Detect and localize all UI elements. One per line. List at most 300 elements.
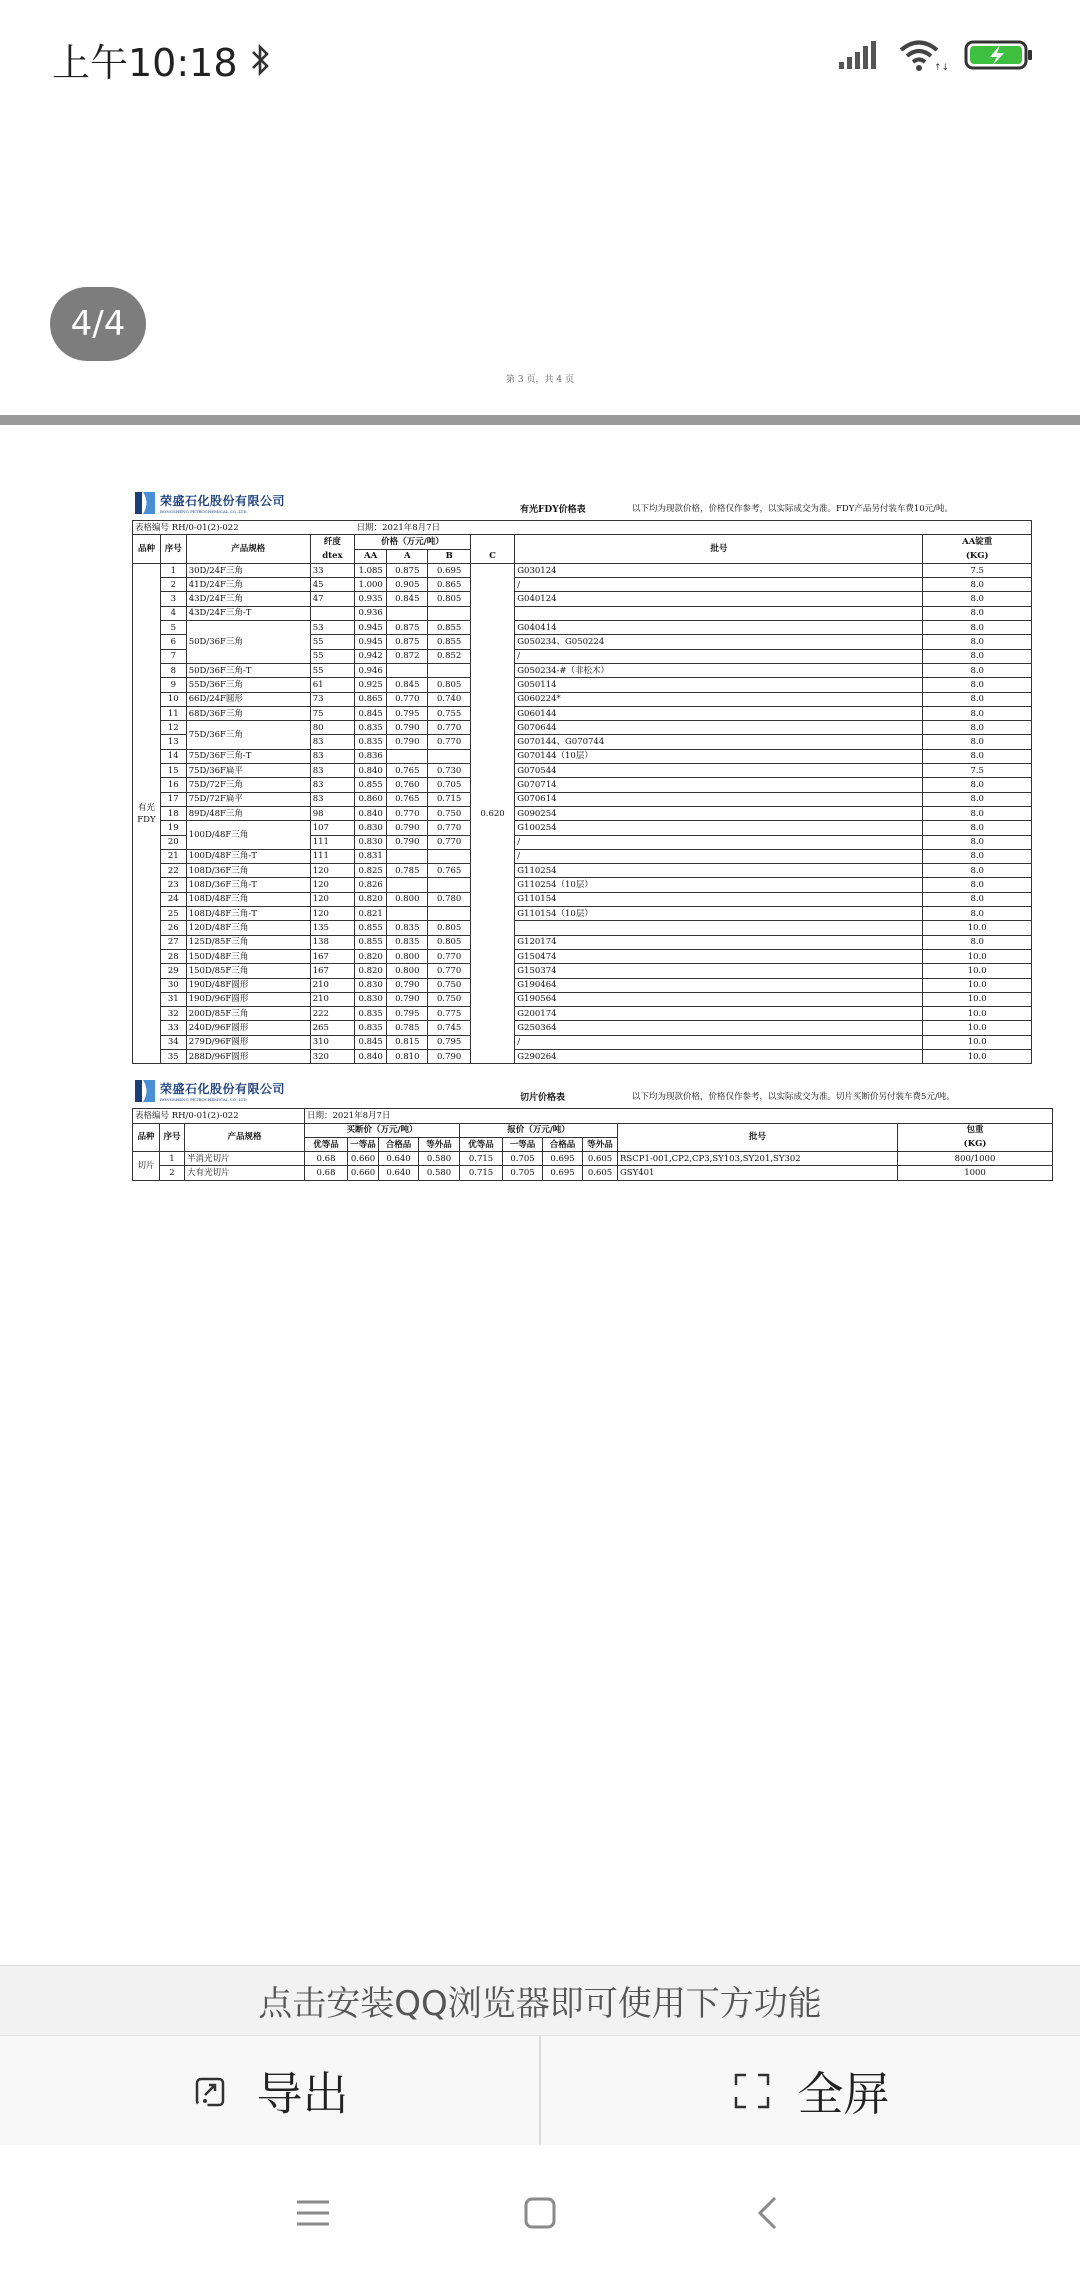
price-a-cell — [387, 663, 428, 677]
weight-cell: 8.0 — [923, 892, 1032, 906]
fdy-price-table: 表格编号 RH/0-01(2)-022 日期：2021年8月7日 品种 序号 产品规格 纤度 价格（万元/吨） 批号 AA锭重 dtex AA A B C (KG) 有光 FDY 1 30D/24F三角 33 1.085 0.875 0.695 0.620 G030124 7.5 2 41D/24F三角 45 1.000 0.905 0.865 / 8.0 3 43D/24F三角 47 0.935 0.845 0.805 G040124 8.0 4 43D/24F三角-T 0.936 8.0 5 50D/36F三角 53 0.945 0.875 0.855 G040414 8.0 6 55 0.945 0.875 0.855 G050234、G050224 8.0 7 55 0.942 0.872 0.852 / 8.0 8 50D/36F三角-T 55 0.946 G050234-#（非松木） 8.0 9 55D/36F三角 61 0.925 0.845 0.805 G050114 8.0 10 66D/24F圆形 73 0.865 0.770 0.740 G060224* 8.0 11 68D/36F三角 75 0.845 0.795 0.755 G060144 8.0 12 75D/36F三角 80 0.835 0.790 0.770 G070644 8.0 13 83 0.835 0.790 0.770 G070144、G070744 8.0 14 75D/36F三角-T 83 0.836 G070144（10层） 8.0 15 75D/36F扁平 83 0.840 0.765 0.730 G070544 7.5 16 75D/72F三角 83 0.855 0.760 0.705 G070714 8.0 17 75D/72F扁平 83 0.860 0.765 0.715 G070614 8.0 18 89D/48F三角 98 0.840 0.770 0.750 G090254 8.0 19 100D/48F三角 107 0.830 0.790 0.770 G100254 8.0 20 111 0.830 0.790 0.770 / 8.0 21 100D/48F三角-T 111 0.831 / 8.0 22 108D/36F三角 120 0.825 0.785 0.765 G110254 8.0 23 108D/36F三角-T 120 0.826 G110254（10层） 8.0 24 108D/48F三角 120 0.820 0.800 0.780 G110154 8.0 25 108D/48F三角-T 120 0.821 G110154（10层） 8.0 26 120D/48F三角 135 0.855 0.835 0.805 10.0 27 125D/85F三角 138 0.855 0.835 0.805 G120174 8.0 28 150D/48F三角 167 0.820 0.800 0.770 G150474 10.0 29 150D/85F三角 167 0.820 0.800 0.770 G150374 10.0 30 190D/48F圆形 210 0.830 0.790 0.750 G190464 10.0 31 190D/96F圆形 210 0.830 0.790 0.750 G190564 10.0 32 200D/85F三角 222 0.835 0.795 0.775 G200174 10.0 33 240D/96F圆形 265 0.835 0.785 0.745 G250364 10.0 34 279D/96F圆形 310 0.845 0.815 0.795 / 10.0 35 288D/96F圆形 320 0.840 0.810 0.790 G290264 10.0 — [132, 520, 1032, 1064]
spec-cell: 半消光切片 — [185, 1152, 305, 1166]
spec-cell: 大有光切片 — [185, 1166, 305, 1180]
document-page[interactable] — [0, 425, 1080, 1965]
seq-cell: 14 — [160, 749, 186, 763]
price-a-cell: 0.770 — [387, 692, 428, 706]
price-b-cell: 0.770 — [428, 735, 470, 749]
table-row — [133, 1166, 1053, 1180]
fineness-cell: 135 — [310, 921, 354, 935]
seq-cell: 33 — [160, 1021, 186, 1035]
weight-cell: 8.0 — [923, 749, 1032, 763]
weight-cell: 8.0 — [923, 621, 1032, 635]
seq-cell: 3 — [160, 592, 186, 606]
fullscreen-button[interactable] — [541, 2036, 1080, 2145]
status-icons — [838, 38, 1034, 72]
price-aa-cell: 0.840 — [355, 764, 387, 778]
spec-cell: 75D/72F三角 — [186, 778, 310, 792]
price-aa-cell: 0.925 — [355, 678, 387, 692]
back-button[interactable] — [737, 2183, 797, 2243]
weight-cell: 10.0 — [923, 949, 1032, 963]
seq-cell: 30 — [160, 978, 186, 992]
price-cell: 0.715 — [460, 1166, 503, 1180]
price-aa-cell: 0.946 — [355, 663, 387, 677]
batch-cell: G070144、G070744 — [515, 735, 923, 749]
spec-cell: 55D/36F三角 — [186, 678, 310, 692]
table-row — [133, 706, 1032, 720]
price-aa-cell: 0.826 — [355, 878, 387, 892]
price-b-cell: 0.770 — [428, 721, 470, 735]
page-indicator: 4/4 — [50, 287, 146, 361]
table-row — [133, 1021, 1032, 1035]
company-logo-icon — [134, 490, 156, 516]
price-cell: 0.68 — [305, 1166, 348, 1180]
weight-cell: 8.0 — [923, 878, 1032, 892]
seq-cell: 25 — [160, 907, 186, 921]
seq-cell: 6 — [160, 635, 186, 649]
weight-cell: 10.0 — [923, 1021, 1032, 1035]
weight-cell: 10.0 — [923, 978, 1032, 992]
seq-cell: 28 — [160, 949, 186, 963]
fineness-cell: 138 — [310, 935, 354, 949]
weight-cell: 8.0 — [923, 606, 1032, 620]
fineness-cell: 73 — [310, 692, 354, 706]
weight-cell: 8.0 — [923, 835, 1032, 849]
status-bar — [0, 0, 1080, 120]
spec-cell: 50D/36F三角-T — [186, 663, 310, 677]
price-aa-cell: 0.855 — [355, 921, 387, 935]
menu-button[interactable] — [283, 2183, 343, 2243]
status-time: 上午10:18 — [52, 32, 272, 87]
table-row — [133, 806, 1032, 820]
table-row — [133, 1049, 1032, 1063]
price-aa-cell: 0.935 — [355, 592, 387, 606]
price-aa-cell: 0.820 — [355, 892, 387, 906]
seq-cell: 9 — [160, 678, 186, 692]
fdy-date: 日期：2021年8月7日 — [355, 521, 1032, 535]
fdy-header — [132, 490, 1032, 520]
batch-cell: G110254（10层） — [515, 878, 923, 892]
spec-cell: 30D/24F三角 — [186, 563, 310, 577]
price-b-cell — [428, 749, 470, 763]
spec-cell: 150D/85F三角 — [186, 964, 310, 978]
weight-cell: 8.0 — [923, 735, 1032, 749]
system-navigation-bar — [0, 2145, 1080, 2280]
table-row — [133, 864, 1032, 878]
spec-cell: 150D/48F三角 — [186, 949, 310, 963]
fineness-cell: 33 — [310, 563, 354, 577]
seq-cell: 21 — [160, 849, 186, 863]
weight-cell: 8.0 — [923, 692, 1032, 706]
price-b-cell: 0.730 — [428, 764, 470, 778]
seq-cell: 19 — [160, 821, 186, 835]
table-row — [133, 778, 1032, 792]
weight-cell: 10.0 — [923, 1035, 1032, 1049]
fineness-cell: 265 — [310, 1021, 354, 1035]
fineness-cell: 47 — [310, 592, 354, 606]
variety-cell: 有光 FDY — [133, 563, 161, 1063]
weight-cell: 8.0 — [923, 578, 1032, 592]
price-a-cell: 0.765 — [387, 764, 428, 778]
batch-cell: G190464 — [515, 978, 923, 992]
batch-cell: G070644 — [515, 721, 923, 735]
weight-cell: 7.5 — [923, 563, 1032, 577]
price-b-cell: 0.855 — [428, 621, 470, 635]
table-row — [133, 964, 1032, 978]
battery-charging-icon — [964, 39, 1034, 71]
price-aa-cell: 0.830 — [355, 821, 387, 835]
batch-cell: G060224* — [515, 692, 923, 706]
seq-cell: 23 — [160, 878, 186, 892]
batch-cell: G070544 — [515, 764, 923, 778]
price-aa-cell: 0.820 — [355, 949, 387, 963]
signal-icon — [838, 40, 878, 70]
price-cell: 0.580 — [419, 1166, 460, 1180]
chip-table-body — [133, 1152, 1053, 1181]
fineness-cell: 120 — [310, 864, 354, 878]
price-b-cell: 0.770 — [428, 964, 470, 978]
fineness-cell: 107 — [310, 821, 354, 835]
price-cell: 0.660 — [348, 1166, 379, 1180]
seq-cell: 8 — [160, 663, 186, 677]
price-a-cell: 0.790 — [387, 992, 428, 1006]
spec-cell: 50D/36F三角 — [186, 621, 310, 664]
price-b-cell: 0.770 — [428, 835, 470, 849]
price-cell: 0.660 — [348, 1152, 379, 1166]
fineness-cell: 61 — [310, 678, 354, 692]
seq-cell: 29 — [160, 964, 186, 978]
price-b-cell — [428, 907, 470, 921]
chip-table-title: 切片价格表 — [520, 1093, 566, 1104]
fineness-cell: 53 — [310, 621, 354, 635]
batch-cell: G110154 — [515, 892, 923, 906]
price-aa-cell: 0.865 — [355, 692, 387, 706]
price-b-cell: 0.775 — [428, 1007, 470, 1021]
batch-cell: G290264 — [515, 1049, 923, 1063]
chip-form-number: 表格编号 RH/0-01(2)-022 — [133, 1109, 305, 1123]
batch-cell — [515, 921, 923, 935]
batch-cell: G040414 — [515, 621, 923, 635]
price-b-cell: 0.805 — [428, 678, 470, 692]
price-a-cell: 0.845 — [387, 678, 428, 692]
fineness-cell: 210 — [310, 992, 354, 1006]
price-a-cell: 0.790 — [387, 835, 428, 849]
fdy-price-note: 以下均为现款价格，价格仅作参考，以实际成交为准。FDY产品另付装车费10元/吨。 — [632, 504, 954, 514]
seq-cell: 10 — [160, 692, 186, 706]
price-aa-cell: 0.840 — [355, 1049, 387, 1063]
batch-cell: / — [515, 849, 923, 863]
fdy-table-title: 有光FDY价格表 — [520, 505, 586, 515]
weight-cell: 8.0 — [923, 907, 1032, 921]
batch-cell: G070144（10层） — [515, 749, 923, 763]
fineness-cell: 120 — [310, 878, 354, 892]
price-aa-cell: 0.835 — [355, 1021, 387, 1035]
table-row — [133, 578, 1032, 592]
table-row — [133, 1007, 1032, 1021]
fineness-cell: 83 — [310, 792, 354, 806]
company-name-en: RONGSHENG PETROCHEMICAL CO.,LTD. — [160, 1097, 248, 1103]
fineness-cell: 120 — [310, 892, 354, 906]
price-cell: 0.705 — [503, 1152, 543, 1166]
seq-cell: 18 — [160, 806, 186, 820]
weight-cell: 8.0 — [923, 706, 1032, 720]
export-button[interactable] — [0, 2036, 539, 2145]
fineness-cell: 45 — [310, 578, 354, 592]
price-aa-cell: 0.840 — [355, 806, 387, 820]
table-row — [133, 935, 1032, 949]
seq-cell: 2 — [160, 578, 186, 592]
table-row — [133, 678, 1032, 692]
seq-cell: 27 — [160, 935, 186, 949]
price-b-cell: 0.770 — [428, 821, 470, 835]
seq-cell: 7 — [160, 649, 186, 663]
price-a-cell: 0.785 — [387, 864, 428, 878]
batch-cell: G120174 — [515, 935, 923, 949]
weight-cell: 8.0 — [923, 635, 1032, 649]
price-a-cell: 0.790 — [387, 721, 428, 735]
weight-cell: 800/1000 — [898, 1152, 1053, 1166]
price-c-cell: 0.620 — [470, 563, 514, 1063]
fineness-cell: 55 — [310, 663, 354, 677]
weight-cell: 8.0 — [923, 792, 1032, 806]
weight-cell: 8.0 — [923, 806, 1032, 820]
company-logo-icon — [134, 1078, 156, 1104]
home-button[interactable] — [510, 2183, 570, 2243]
table-row — [133, 978, 1032, 992]
batch-cell: / — [515, 1035, 923, 1049]
price-a-cell: 0.770 — [387, 806, 428, 820]
menu-icon — [295, 2198, 331, 2228]
weight-cell: 10.0 — [923, 992, 1032, 1006]
table-row — [133, 1152, 1053, 1166]
price-b-cell — [428, 663, 470, 677]
table-row — [133, 563, 1032, 577]
price-b-cell: 0.790 — [428, 1049, 470, 1063]
fineness-cell: 111 — [310, 849, 354, 863]
spec-cell: 41D/24F三角 — [186, 578, 310, 592]
weight-cell: 8.0 — [923, 663, 1032, 677]
seq-cell: 16 — [160, 778, 186, 792]
spec-cell: 89D/48F三角 — [186, 806, 310, 820]
spec-cell: 190D/48F圆形 — [186, 978, 310, 992]
spec-cell: 75D/36F三角 — [186, 721, 310, 750]
price-aa-cell: 0.820 — [355, 964, 387, 978]
price-aa-cell: 0.821 — [355, 907, 387, 921]
company-logo-2 — [134, 1078, 285, 1104]
fineness-cell: 83 — [310, 735, 354, 749]
price-a-cell: 0.765 — [387, 792, 428, 806]
batch-cell: G190564 — [515, 992, 923, 1006]
batch-cell — [515, 606, 923, 620]
price-aa-cell: 0.936 — [355, 606, 387, 620]
seq-cell: 5 — [160, 621, 186, 635]
spec-cell: 66D/24F圆形 — [186, 692, 310, 706]
price-aa-cell: 0.942 — [355, 649, 387, 663]
price-aa-cell: 0.835 — [355, 735, 387, 749]
previous-page — [0, 120, 1080, 415]
table-row — [133, 606, 1032, 620]
price-a-cell: 0.872 — [387, 649, 428, 663]
table-row — [133, 692, 1032, 706]
page-divider — [0, 415, 1080, 425]
price-b-cell: 0.750 — [428, 992, 470, 1006]
wifi-icon — [898, 38, 950, 73]
table-row — [133, 792, 1032, 806]
price-aa-cell: 0.860 — [355, 792, 387, 806]
batch-cell: G050114 — [515, 678, 923, 692]
price-b-cell: 0.805 — [428, 592, 470, 606]
price-a-cell: 0.800 — [387, 949, 428, 963]
weight-cell: 8.0 — [923, 864, 1032, 878]
price-b-cell: 0.750 — [428, 978, 470, 992]
price-a-cell: 0.815 — [387, 1035, 428, 1049]
price-aa-cell: 0.945 — [355, 635, 387, 649]
table-row — [133, 892, 1032, 906]
batch-cell: G030124 — [515, 563, 923, 577]
price-a-cell: 0.845 — [387, 592, 428, 606]
batch-cell: G040124 — [515, 592, 923, 606]
spec-cell: 240D/96F圆形 — [186, 1021, 310, 1035]
price-b-cell: 0.755 — [428, 706, 470, 720]
fineness-cell: 222 — [310, 1007, 354, 1021]
previous-page-footer: 第 3 页，共 4 页 — [506, 375, 574, 385]
price-b-cell: 0.795 — [428, 1035, 470, 1049]
price-b-cell: 0.695 — [428, 563, 470, 577]
price-aa-cell: 1.000 — [355, 578, 387, 592]
price-aa-cell: 0.855 — [355, 935, 387, 949]
price-a-cell: 0.905 — [387, 578, 428, 592]
seq-cell: 13 — [160, 735, 186, 749]
company-name-en: RONGSHENG PETROCHEMICAL CO.,LTD. — [160, 509, 248, 514]
batch-cell: G150374 — [515, 964, 923, 978]
table-row — [133, 621, 1032, 635]
fdy-table-body — [133, 563, 1032, 1063]
price-a-cell: 0.795 — [387, 706, 428, 720]
spec-cell: 75D/36F扁平 — [186, 764, 310, 778]
fineness-cell: 80 — [310, 721, 354, 735]
price-a-cell: 0.800 — [387, 892, 428, 906]
price-a-cell: 0.810 — [387, 1049, 428, 1063]
seq-cell: 1 — [160, 563, 186, 577]
seq-cell: 35 — [160, 1049, 186, 1063]
bluetooth-icon — [250, 43, 272, 77]
spec-cell: 68D/36F三角 — [186, 706, 310, 720]
weight-cell: 8.0 — [923, 649, 1032, 663]
company-name: 荣盛石化股份有限公司 — [160, 494, 286, 508]
chip-price-table: 表格编号 RH/0-01(2)-022 日期：2021年8月7日 品种 序号 产品规格 买断价（万元/吨） 报价（万元/吨） 批号 包重 优等品 一等品 合格品 等外品 优等品 一等品 合格品 等外品 (KG) 切片 1 半消光切片 0.68 0.660 0.640 0.580 0.715 0.705 0.695 0.605 RSCP1-001,CP2,CP3,SY103,SY201,SY302 800/1000 2 大有光切片 0.68 0.660 0.640 0.580 0.715 0.705 0.695 0.605 GSY401 1000 — [132, 1108, 1053, 1180]
weight-cell: 8.0 — [923, 592, 1032, 606]
spec-cell: 120D/48F三角 — [186, 921, 310, 935]
seq-cell: 11 — [160, 706, 186, 720]
price-a-cell: 0.835 — [387, 935, 428, 949]
spec-cell: 43D/24F三角-T — [186, 606, 310, 620]
weight-cell: 7.5 — [923, 764, 1032, 778]
batch-cell: GSY401 — [618, 1166, 898, 1180]
fineness-cell — [310, 606, 354, 620]
chip-header — [132, 1078, 1032, 1108]
price-aa-cell: 0.825 — [355, 864, 387, 878]
company-name: 荣盛石化股份有限公司 — [160, 1082, 286, 1097]
weight-cell: 8.0 — [923, 778, 1032, 792]
price-cell: 0.695 — [543, 1152, 583, 1166]
weight-cell: 8.0 — [923, 935, 1032, 949]
spec-cell: 100D/48F三角-T — [186, 849, 310, 863]
price-cell: 0.640 — [379, 1166, 419, 1180]
spec-cell: 190D/96F圆形 — [186, 992, 310, 1006]
price-b-cell — [428, 606, 470, 620]
price-aa-cell: 0.830 — [355, 835, 387, 849]
variety-cell: 切片 — [133, 1152, 160, 1181]
action-bar — [0, 2035, 1080, 2145]
price-b-cell — [428, 878, 470, 892]
batch-cell: G250364 — [515, 1021, 923, 1035]
weight-cell: 8.0 — [923, 721, 1032, 735]
price-cell: 0.695 — [543, 1166, 583, 1180]
price-aa-cell: 0.945 — [355, 621, 387, 635]
price-aa-cell: 0.845 — [355, 706, 387, 720]
price-aa-cell: 0.836 — [355, 749, 387, 763]
price-aa-cell: 1.085 — [355, 563, 387, 577]
price-a-cell: 0.875 — [387, 563, 428, 577]
fineness-cell: 83 — [310, 778, 354, 792]
fdy-form-number: 表格编号 RH/0-01(2)-022 — [133, 521, 355, 535]
table-row — [133, 907, 1032, 921]
svg-text:↑↓: ↑↓ — [934, 63, 950, 73]
price-cell: 0.705 — [503, 1166, 543, 1180]
price-aa-cell: 0.830 — [355, 978, 387, 992]
fineness-cell: 167 — [310, 964, 354, 978]
table-row — [133, 878, 1032, 892]
batch-cell: / — [515, 835, 923, 849]
chip-price-note: 以下均为现款价格，价格仅作参考，以实际成交为准。切片买断价另付装车费5元/吨。 — [632, 1092, 955, 1103]
batch-cell: G050234-#（非松木） — [515, 663, 923, 677]
price-cell: 0.605 — [583, 1166, 618, 1180]
price-b-cell: 0.805 — [428, 921, 470, 935]
spec-cell: 43D/24F三角 — [186, 592, 310, 606]
price-b-cell: 0.855 — [428, 635, 470, 649]
price-a-cell: 0.790 — [387, 735, 428, 749]
company-logo — [134, 490, 285, 516]
seq-cell: 32 — [160, 1007, 186, 1021]
spec-cell: 108D/36F三角 — [186, 864, 310, 878]
price-aa-cell: 0.835 — [355, 721, 387, 735]
weight-cell: 1000 — [898, 1166, 1053, 1180]
spec-cell: 200D/85F三角 — [186, 1007, 310, 1021]
seq-cell: 24 — [160, 892, 186, 906]
weight-cell: 10.0 — [923, 1007, 1032, 1021]
fineness-cell: 210 — [310, 978, 354, 992]
price-b-cell: 0.765 — [428, 864, 470, 878]
spec-cell: 75D/72F扁平 — [186, 792, 310, 806]
spec-cell: 108D/36F三角-T — [186, 878, 310, 892]
price-aa-cell: 0.830 — [355, 992, 387, 1006]
price-b-cell: 0.770 — [428, 949, 470, 963]
seq-cell: 2 — [160, 1166, 185, 1180]
weight-cell: 8.0 — [923, 849, 1032, 863]
install-browser-banner[interactable]: 点击安装QQ浏览器即可使用下方功能 — [0, 1965, 1080, 2035]
price-b-cell: 0.705 — [428, 778, 470, 792]
seq-cell: 26 — [160, 921, 186, 935]
batch-cell: RSCP1-001,CP2,CP3,SY103,SY201,SY302 — [618, 1152, 898, 1166]
weight-cell: 8.0 — [923, 678, 1032, 692]
price-b-cell: 0.865 — [428, 578, 470, 592]
price-cell: 0.640 — [379, 1152, 419, 1166]
weight-cell: 10.0 — [923, 921, 1032, 935]
home-icon — [523, 2196, 557, 2230]
price-a-cell: 0.760 — [387, 778, 428, 792]
seq-cell: 4 — [160, 606, 186, 620]
fineness-cell: 310 — [310, 1035, 354, 1049]
